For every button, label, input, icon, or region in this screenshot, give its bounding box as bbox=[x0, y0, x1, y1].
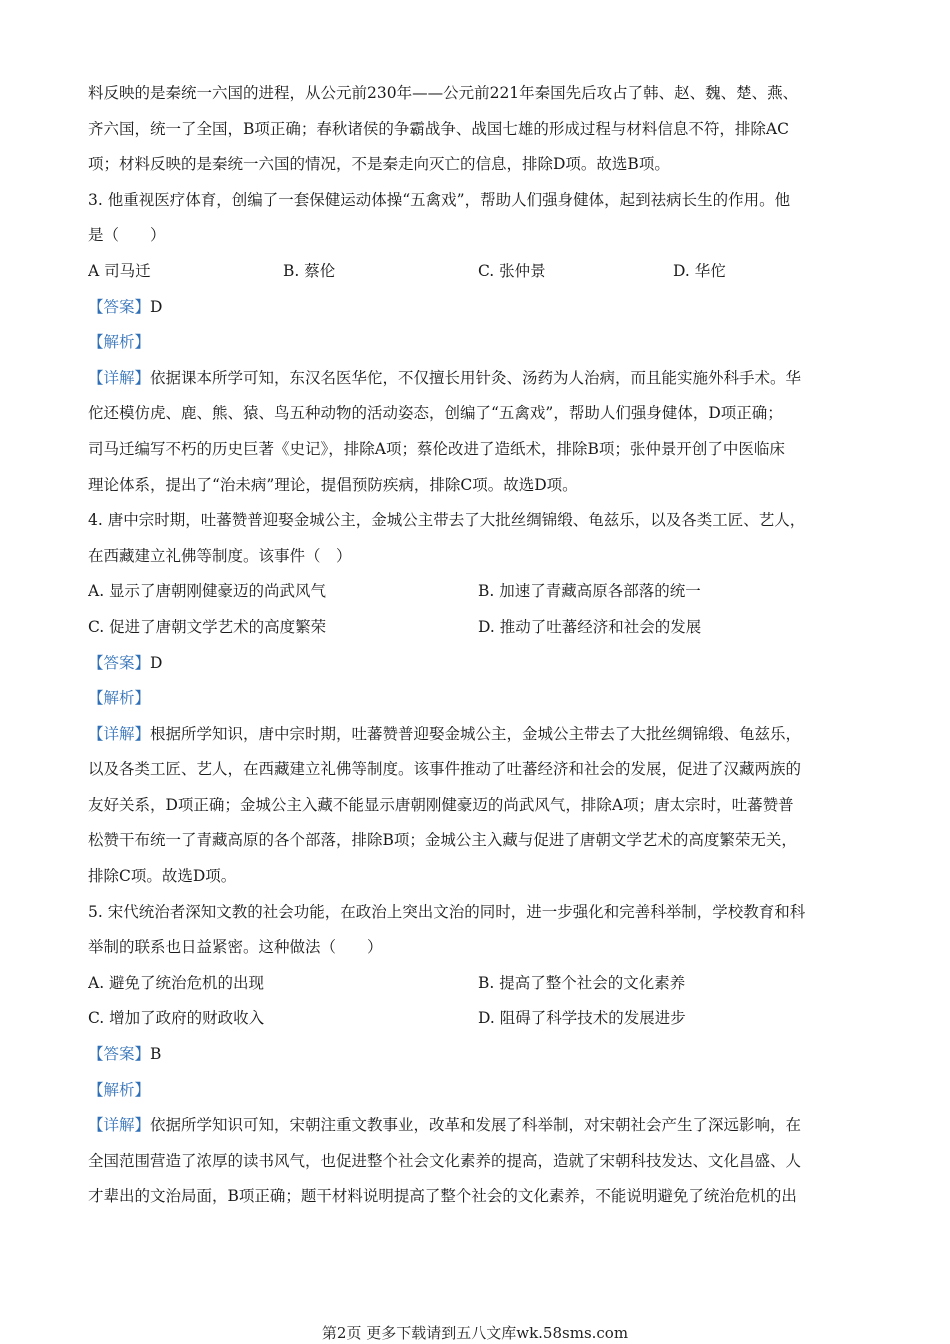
detail-line: 友好关系，D项正确；金城公主入藏不能显示唐朝刚健豪迈的尚武风气，排除A项；唐太宗时，吐蕃赞普 bbox=[88, 795, 794, 814]
detail-label: 【详解】 bbox=[88, 368, 151, 387]
question-4-stem: 在西藏建立礼佛等制度。该事件（ ） bbox=[88, 546, 352, 565]
text-line: 项；材料反映的是秦统一六国的情况，不是秦走向灭亡的信息，排除D项。故选B项。 bbox=[88, 155, 670, 174]
option-d: D. 华佗 bbox=[673, 261, 726, 280]
option-a: A. 避免了统治危机的出现 bbox=[88, 973, 265, 992]
detail-label: 【详解】 bbox=[88, 724, 151, 743]
answer-label: 【答案】 bbox=[88, 297, 151, 316]
detail-line: 司马迁编写不朽的历史巨著《史记》，排除A项；蔡伦改进了造纸术，排除B项；张仲景开创了中医临床 bbox=[88, 439, 785, 458]
option-b: B. 加速了青藏高原各部落的统一 bbox=[478, 582, 701, 601]
detail-line: 松赞干布统一了青藏高原的各个部落，排除B项；金城公主入藏与促进了唐朝文学艺术的高度繁荣无关， bbox=[88, 831, 797, 850]
detail-line: 才辈出的文治局面，B项正确；题干材料说明提高了整个社会的文化素养，不能说明避免了统治危机的出 bbox=[88, 1187, 797, 1206]
option-a: A 司马迁 bbox=[88, 261, 151, 280]
answer-line bbox=[88, 290, 868, 326]
question-3-stem: 是（ ） bbox=[88, 226, 166, 245]
detail-line: 【详解】依据课本所学可知，东汉名医华佗，不仅擅长用针灸、汤药为人治病，而且能实施外科手术。华 bbox=[88, 368, 802, 387]
answer-line bbox=[88, 646, 868, 682]
question-4-options bbox=[88, 610, 868, 646]
analysis-line bbox=[88, 1073, 868, 1109]
analysis-label: 【解析】 bbox=[88, 333, 151, 352]
option-a: A. 显示了唐朝刚健豪迈的尚武风气 bbox=[88, 582, 327, 601]
detail-label: 【详解】 bbox=[88, 1116, 151, 1135]
answer-value: B bbox=[150, 1045, 162, 1064]
detail-line: 理论体系，提出了“治未病”理论，提倡预防疾病，排除C项。故选D项。 bbox=[88, 475, 578, 494]
option-d: D. 推动了吐蕃经济和社会的发展 bbox=[478, 617, 702, 636]
page-footer: 第2页 更多下载请到五八文库wk.58sms.com bbox=[321, 1324, 629, 1342]
answer-value: D bbox=[150, 297, 163, 316]
option-c: C. 张仲景 bbox=[478, 261, 546, 280]
text-line: 齐六国，统一了全国，B项正确；春秋诸侯的争霸战争、战国七雄的形成过程与材料信息不符，排除AC bbox=[88, 119, 789, 138]
detail-line: 佗还模仿虎、鹿、熊、猿、鸟五种动物的活动姿态，创编了“五禽戏”，帮助人们强身健体，D项正确； bbox=[88, 404, 783, 423]
question-5-stem: 举制的联系也日益紧密。这种做法（ ） bbox=[88, 938, 383, 957]
option-b: B. 蔡伦 bbox=[283, 261, 336, 280]
option-d: D. 阻碍了科学技术的发展进步 bbox=[478, 1009, 686, 1028]
analysis-line bbox=[88, 681, 868, 717]
text-line: 料反映的是秦统一六国的进程，从公元前230年——公元前221年秦国先后攻占了韩、赵、魏、楚、燕、 bbox=[88, 84, 799, 102]
analysis-label: 【解析】 bbox=[88, 689, 151, 708]
detail-line: 全国范围营造了浓厚的读书风气，也促进整个社会文化素养的提高，造就了宋朝科技发达、文化昌盛、人 bbox=[88, 1151, 802, 1170]
question-3-options bbox=[88, 254, 868, 290]
answer-line bbox=[88, 1037, 868, 1073]
answer-label: 【答案】 bbox=[88, 653, 151, 672]
detail-line: 以及各类工匠、艺人，在西藏建立礼佛等制度。该事件推动了吐蕃经济和社会的发展，促进了汉藏两族的 bbox=[88, 760, 802, 779]
analysis-line bbox=[88, 325, 868, 361]
detail-line: 排除C项。故选D项。 bbox=[88, 867, 237, 886]
answer-label: 【答案】 bbox=[88, 1045, 151, 1064]
question-4-stem: 4. 唐中宗时期，吐蕃赞普迎娶金城公主，金城公主带去了大批丝绸锦缎、龟兹乐，以及各类工匠、艺人， bbox=[88, 511, 806, 530]
question-5-stem: 5. 宋代统治者深知文教的社会功能，在政治上突出文治的同时，进一步强化和完善科举制，学校教育和科 bbox=[88, 902, 806, 921]
analysis-label: 【解析】 bbox=[88, 1080, 151, 1099]
answer-value: D bbox=[150, 653, 163, 672]
option-c: C. 促进了唐朝文学艺术的高度繁荣 bbox=[88, 617, 327, 636]
option-b: B. 提高了整个社会的文化素养 bbox=[478, 973, 686, 992]
question-3-stem: 3. 他重视医疗体育，创编了一套保健运动体操“五禽戏”，帮助人们强身健体，起到祛病长生的作用。他 bbox=[88, 190, 791, 209]
question-5-options bbox=[88, 966, 868, 1002]
question-4-options bbox=[88, 574, 868, 610]
option-c: C. 增加了政府的财政收入 bbox=[88, 1009, 265, 1028]
document-page bbox=[88, 76, 868, 1215]
detail-line: 【详解】根据所学知识，唐中宗时期，吐蕃赞普迎娶金城公主，金城公主带去了大批丝绸锦缎、龟兹乐， bbox=[88, 724, 802, 743]
question-5-options bbox=[88, 1001, 868, 1037]
detail-line: 【详解】依据所学知识可知，宋朝注重文教事业，改革和发展了科举制，对宋朝社会产生了深远影响，在 bbox=[88, 1116, 802, 1135]
